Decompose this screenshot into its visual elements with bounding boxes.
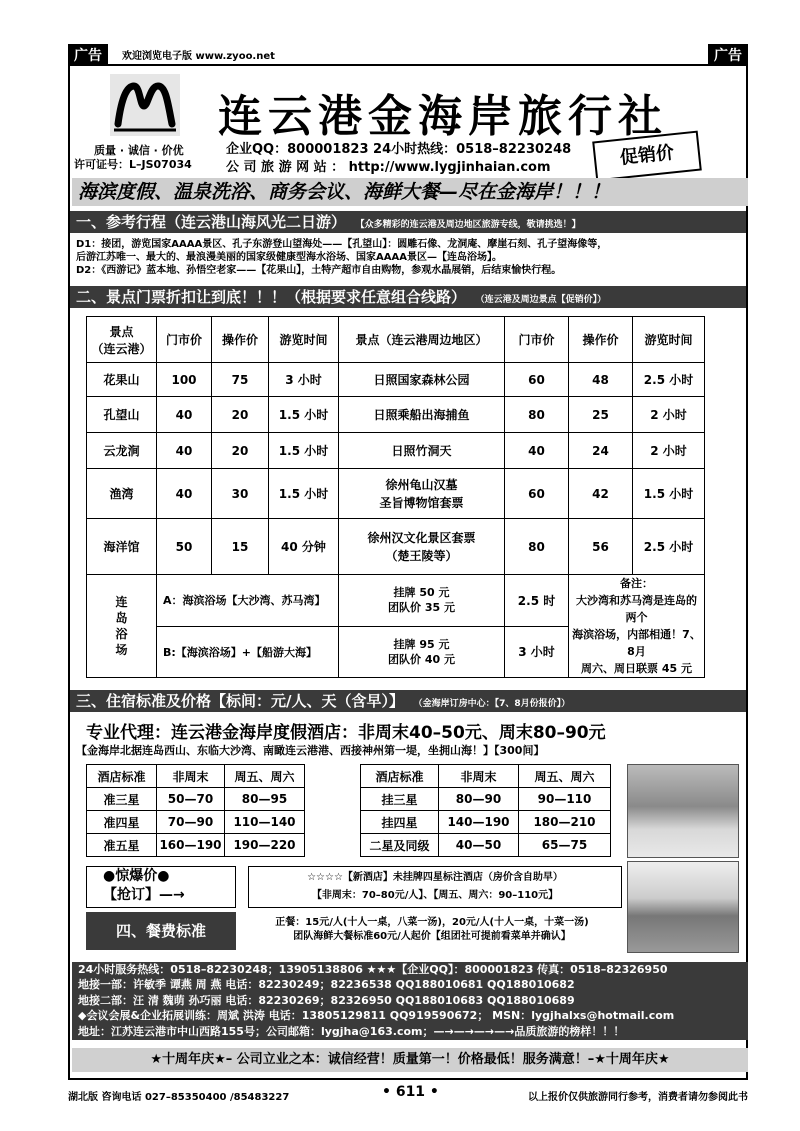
table-cell: 海洋馆 <box>87 519 157 575</box>
table-header: 非周末 <box>439 765 519 788</box>
section2-title: 二、景点门票折扣让到底！！！（根据要求任意组合线路） <box>76 288 467 306</box>
beach-option-a: A：海滨浴场【大沙湾、苏马湾】 <box>157 575 339 627</box>
new-hotel-box <box>248 866 622 908</box>
slogan-banner: 海滨度假、温泉洗浴、商务会议、海鲜大餐—尽在金海岸！！！ <box>72 178 748 206</box>
table-cell: 40—50 <box>439 834 519 857</box>
table-cell: 挂四星 <box>361 811 439 834</box>
table-cell: 2 小时 <box>633 433 705 469</box>
company-motto: 质量 · 诚信 · 价优 <box>94 144 184 157</box>
surprise-price-box <box>86 866 236 908</box>
table-header: 门市价 <box>157 317 212 363</box>
table-cell: 40 <box>157 397 212 433</box>
footer-edition: 湖北版 咨询电话 027–85350400 /85483227 <box>68 1092 290 1103</box>
meal-line2: 团队海鲜大餐标准60元/人起价【组团社可提前看菜单并确认】 <box>293 931 571 942</box>
table-cell: 二星及同级 <box>361 834 439 857</box>
section4-title: 四、餐费标准 <box>86 912 236 950</box>
top-strip <box>68 44 748 64</box>
table-header: 操作价 <box>212 317 269 363</box>
contact-line: 24小时服务热线：0518–82230248；13905138806 ★★★【企业QQ】：800001823 传真：0518–82326950 <box>78 963 668 976</box>
table-cell: 20 <box>212 397 269 433</box>
table-cell: 42 <box>569 469 633 519</box>
table-header: 非周末 <box>157 765 225 788</box>
table-row <box>361 811 611 834</box>
table-cell: 准四星 <box>87 811 157 834</box>
table-cell: 云龙涧 <box>87 433 157 469</box>
table-cell: 挂三星 <box>361 788 439 811</box>
ticket-price-table <box>86 316 705 678</box>
table-cell: 80—90 <box>439 788 519 811</box>
table-cell: 20 <box>212 433 269 469</box>
page-number: • 611 • <box>382 1084 439 1100</box>
table-row <box>87 363 705 397</box>
itinerary-d2: D2：《西游记》蓝本地、孙悟空老家——【花果山】，土特产超市自由购物，参观水晶展销，后结束愉快行程。 <box>76 265 562 276</box>
section3-bar <box>70 690 746 712</box>
meal-standard <box>242 916 622 944</box>
table-cell: 准五星 <box>87 834 157 857</box>
welcome-text: 欢迎浏览电子版 www.zyoo.net <box>122 51 275 62</box>
hotel-room-photo <box>627 764 739 858</box>
table-cell: 40 <box>505 433 569 469</box>
table-row <box>87 834 305 857</box>
table-cell: 190—220 <box>225 834 305 857</box>
table-cell: 80—95 <box>225 788 305 811</box>
table-cell: 准三星 <box>87 788 157 811</box>
table-cell: 渔湾 <box>87 469 157 519</box>
ad-tag-right: 广告 <box>708 44 748 66</box>
beach-option-b: B:【海滨浴场】+【船游大海】 <box>157 626 339 678</box>
advertisement-frame <box>68 64 748 1080</box>
table-cell: 15 <box>212 519 269 575</box>
table-row <box>361 788 611 811</box>
section3-note: （金海岸订房中心：【7、8月份报价】） <box>413 699 571 709</box>
table-cell: 2 小时 <box>633 397 705 433</box>
table-cell: 60 <box>505 363 569 397</box>
beach-label: 连 岛 浴 场 <box>87 575 157 678</box>
ad-tag-left: 广告 <box>68 44 108 66</box>
beach-b-price: 挂牌 95 元 团队价 40 元 <box>339 626 505 678</box>
table-cell: 140—190 <box>439 811 519 834</box>
table-row <box>87 469 705 519</box>
surprise-line1: ●惊爆价● <box>103 868 170 884</box>
beach-note: 备注： 大沙湾和苏马湾是连岛的两个 海滨浴场，内部相通！7、8月 周六、周日联票 45 元 <box>569 575 705 678</box>
table-cell: 80 <box>505 519 569 575</box>
table-cell: 40 <box>157 469 212 519</box>
contact-line: 地接一部：许敏季 谭燕 周 燕 电话：82230249；82236538 QQ188010681 QQ188010682 <box>78 978 575 992</box>
table-cell: 1.5 小时 <box>269 397 339 433</box>
table-cell: 50 <box>157 519 212 575</box>
table-header-row <box>87 317 705 363</box>
table-cell: 25 <box>569 397 633 433</box>
website-line: 公 司 旅 游 网 站 ： http://www.lygjinhaian.com <box>226 160 551 175</box>
table-cell: 60 <box>505 469 569 519</box>
meal-line1: 正餐：15元/人(十人一桌，八菜一汤)，20元/人(十人一桌，十菜一汤) <box>275 917 589 928</box>
table-cell: 1.5 小时 <box>633 469 705 519</box>
table-header: 操作价 <box>569 317 633 363</box>
table-cell: 2.5 小时 <box>633 363 705 397</box>
itinerary-d1-cont: 后游江苏唯一、最大的、最浪漫美丽的国家级健康型海水浴场、国家AAAA景区—【连岛浴场】。 <box>76 252 502 263</box>
table-header: 景点 （连云港） <box>87 317 157 363</box>
section1-title: 一、参考行程（连云港山海风光二日游） <box>76 213 347 231</box>
contact-block <box>72 962 748 1040</box>
table-row <box>87 433 705 469</box>
section1-note: 【众多精彩的连云港及周边地区旅游专线，敬请挑选！】 <box>355 220 581 230</box>
table-cell: 1.5 小时 <box>269 469 339 519</box>
table-cell: 48 <box>569 363 633 397</box>
beach-row-a <box>87 575 705 627</box>
company-logo-icon <box>110 74 180 136</box>
beach-b-time: 3 小时 <box>505 626 569 678</box>
table-cell: 65—75 <box>519 834 611 857</box>
seaside-photo <box>627 861 739 953</box>
table-cell: 徐州龟山汉墓 圣旨博物馆套票 <box>339 469 505 519</box>
table-header-row <box>87 765 305 788</box>
table-cell: 日照竹洞天 <box>339 433 505 469</box>
section1-bar <box>70 211 746 233</box>
table-cell: 40 <box>157 433 212 469</box>
table-header: 景点（连云港周边地区） <box>339 317 505 363</box>
table-cell: 40 分钟 <box>269 519 339 575</box>
contact-line: 地接二部：汪 清 魏萌 孙巧丽 电话：82230269；82326950 QQ188010683 QQ188010689 <box>78 993 575 1007</box>
hotel-price-table-left <box>86 764 305 857</box>
table-header: 游览时间 <box>269 317 339 363</box>
hotel-description: 【金海岸北据连岛西山、东临大沙湾、南瞰连云港港、西接神州第一堤，坐拥山海！】【300间】 <box>76 744 545 757</box>
table-cell: 75 <box>212 363 269 397</box>
table-cell: 80 <box>505 397 569 433</box>
table-cell: 180—210 <box>519 811 611 834</box>
section3-title: 三、住宿标准及价格【标间：元/人、天（含早）】 <box>76 692 404 710</box>
footer-disclaimer: 以上报价仅供旅游同行参考，消费者请勿参阅此书 <box>528 1092 748 1103</box>
table-cell: 24 <box>569 433 633 469</box>
surprise-line2: 【抢订】—→ <box>103 887 185 903</box>
table-cell: 160—190 <box>157 834 225 857</box>
qq-hotline: 企业QQ：800001823 24小时热线：0518–82230248 <box>226 142 572 157</box>
license-number: 许可证号：L–JS07034 <box>74 158 192 171</box>
table-row <box>87 519 705 575</box>
table-row <box>87 811 305 834</box>
table-cell: 90—110 <box>519 788 611 811</box>
hotel-price-table-right <box>360 764 611 857</box>
table-row <box>87 397 705 433</box>
itinerary-d1: D1：接团，游览国家AAAA景区、孔子东游登山望海处——【孔望山】：圆雕石像、龙洞庵、摩崖石刻、孔子望海像等， <box>76 239 608 250</box>
table-cell: 30 <box>212 469 269 519</box>
table-cell: 56 <box>569 519 633 575</box>
table-cell: 100 <box>157 363 212 397</box>
table-cell: 孔望山 <box>87 397 157 433</box>
table-header: 酒店标准 <box>361 765 439 788</box>
table-header-row <box>361 765 611 788</box>
table-cell: 1.5 小时 <box>269 433 339 469</box>
table-cell: 日照乘船出海捕鱼 <box>339 397 505 433</box>
new-hotel-line1: ☆☆☆☆【新酒店】未挂牌四星标注酒店（房价含自助早） <box>307 872 563 883</box>
table-header: 周五、周六 <box>519 765 611 788</box>
table-cell: 花果山 <box>87 363 157 397</box>
section2-bar <box>70 286 746 308</box>
agent-hotel-line: 专业代理：连云港金海岸度假酒店：非周末40–50元、周末80–90元 <box>86 723 606 743</box>
promo-badge: 促销价 <box>592 131 702 182</box>
anniversary-banner: ★十周年庆★– 公司立业之本：诚信经营！质量第一！价格最低！服务满意！–★十周年庆★ <box>72 1048 748 1072</box>
new-hotel-line2: 【非周末：70–80元/人】、【周五、周六：90–110元】 <box>311 890 559 901</box>
section2-note: （连云港及周边景点【促销价】） <box>475 295 607 305</box>
table-cell: 2.5 小时 <box>633 519 705 575</box>
company-name: 连云港金海岸旅行社 <box>218 91 668 142</box>
table-cell: 70—90 <box>157 811 225 834</box>
table-cell: 3 小时 <box>269 363 339 397</box>
beach-a-price: 挂牌 50 元 团队价 35 元 <box>339 575 505 627</box>
contact-line: 地址：江苏连云港市中山西路155号；公司邮箱：lygjha@163.com；—→—→—→—→品质旅游的榜样！！！ <box>78 1024 625 1038</box>
table-header: 门市价 <box>505 317 569 363</box>
beach-a-time: 2.5 时 <box>505 575 569 627</box>
table-row <box>361 834 611 857</box>
table-cell: 50—70 <box>157 788 225 811</box>
table-header: 周五、周六 <box>225 765 305 788</box>
table-cell: 110—140 <box>225 811 305 834</box>
table-row <box>87 788 305 811</box>
contact-line: ◆会议会展&企业拓展训练：周斌 洪涛 电话：13805129811 QQ919590672； MSN：lygjhalxs@hotmail.com <box>78 1009 675 1023</box>
table-header: 酒店标准 <box>87 765 157 788</box>
table-cell: 徐州汉文化景区套票 （楚王陵等） <box>339 519 505 575</box>
table-cell: 日照国家森林公园 <box>339 363 505 397</box>
table-header: 游览时间 <box>633 317 705 363</box>
